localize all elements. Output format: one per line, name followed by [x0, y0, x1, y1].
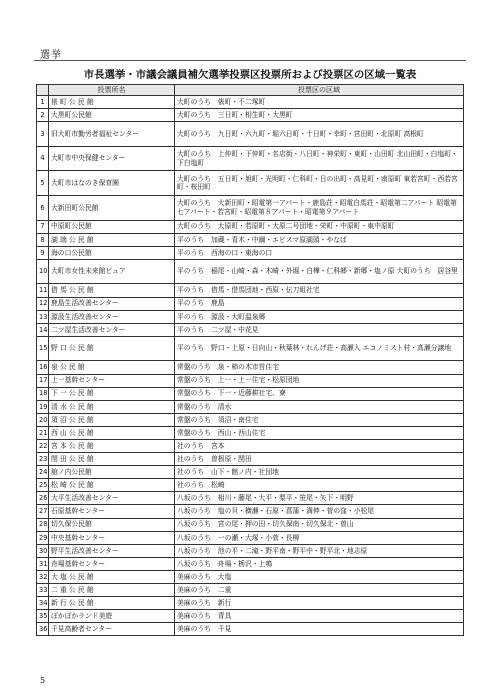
table-row — [37, 361, 464, 374]
station-name: 宮 本 公 民 館 — [49, 439, 175, 452]
station-area: 八坂のうち 相川・藤尾・大平・梨平・笹尾・矢下・明野 — [175, 492, 464, 505]
station-name: 清 水 公 民 館 — [49, 400, 175, 413]
station-area: 八坂のうち 舟場・栃沢・上鳴 — [175, 557, 464, 570]
station-number: 15 — [37, 336, 49, 361]
table-row — [37, 146, 464, 171]
station-name: 大新田町公民館 — [49, 195, 175, 220]
station-number: 20 — [37, 413, 49, 426]
station-area: 常盤のうち 清水 — [175, 400, 464, 413]
table-row — [37, 310, 464, 323]
station-area: 社のうち 宮本 — [175, 439, 464, 452]
station-number: 25 — [37, 479, 49, 492]
station-number: 35 — [37, 610, 49, 623]
table-row — [37, 259, 464, 284]
station-name: 俵 町 公 民 館 — [49, 96, 175, 109]
document-title: 市長選挙・市議会議員補欠選挙投票区投票所および投票区の区域一覧表 — [83, 69, 417, 81]
station-area: 八坂のうち 塩の貝・横瀬・石原・菖蒲・満伸・菅の窪・小松尾 — [175, 505, 464, 518]
station-number: 22 — [37, 439, 49, 452]
station-number: 7 — [37, 220, 49, 233]
station-number: 2 — [37, 109, 49, 122]
section-label: 選挙 — [40, 50, 62, 61]
station-name: 源汲生活改善センター — [49, 310, 175, 323]
station-name: 西 山 公 民 館 — [49, 426, 175, 439]
station-area: 美麻のうち 青具 — [175, 610, 464, 623]
station-number: 21 — [37, 426, 49, 439]
table-row — [37, 439, 464, 452]
station-name: 新 行 公 民 館 — [49, 597, 175, 610]
table-row — [37, 413, 464, 426]
station-area: 社のうち 曽根原・閏田 — [175, 453, 464, 466]
station-number: 28 — [37, 518, 49, 531]
station-name: 閏 田 公 民 館 — [49, 453, 175, 466]
station-name: 旧大町市勤労者福祉センター — [49, 122, 175, 147]
column-header-area: 投票区の区域 — [175, 85, 464, 96]
column-header-station-name: 投票所名 — [49, 85, 175, 96]
table-body — [37, 96, 464, 636]
station-area: 大町のうち 俵町・不二塚町 — [175, 96, 464, 109]
station-name: 大 塩 公 民 館 — [49, 570, 175, 583]
station-area: 大町のうち 五日町・旭町・光明町・仁科町・日の出町・高見町・南原町 東若宮町・西若宮町・桜田町 — [175, 171, 464, 196]
station-area: 常盤のうち 泉・柿の木市営住宅 — [175, 361, 464, 374]
station-name: 舟場基幹センター — [49, 557, 175, 570]
table-row — [37, 492, 464, 505]
station-area: 大町のうち 大新田町・昭電第一アパート・鹿島荘・昭電白馬荘・昭電第二アパート 昭電第七アパート・若宮町・昭電第８アパート・昭電第９アパート — [175, 195, 464, 220]
table-row — [37, 336, 464, 361]
table-row — [37, 597, 464, 610]
station-name: 千見高齢者センター — [49, 623, 175, 636]
station-number: 9 — [37, 246, 49, 259]
table-row — [37, 284, 464, 297]
station-name: 野 口 公 民 館 — [49, 336, 175, 361]
polling-station-table — [36, 84, 464, 636]
table-row — [37, 453, 464, 466]
station-area: 常盤のうち 西山・西山住宅 — [175, 426, 464, 439]
station-area: 美麻のうち 千見 — [175, 623, 464, 636]
station-number: 26 — [37, 492, 49, 505]
station-name: 中央基幹センター — [49, 531, 175, 544]
table-row — [37, 387, 464, 400]
table-row — [37, 479, 464, 492]
table-row — [37, 122, 464, 147]
station-name: 須 沼 公 民 館 — [49, 413, 175, 426]
station-name: 大町市中央保健センター — [49, 146, 175, 171]
station-area: 平のうち 借馬・借馬団地・西原・伝刀組社宅 — [175, 284, 464, 297]
station-area: 常盤のうち 上一・上一住宅・松原団地 — [175, 374, 464, 387]
station-name: 舘ノ内公民館 — [49, 466, 175, 479]
station-name: 二ツ屋生活改善センター — [49, 323, 175, 336]
station-name: 中原町公民館 — [49, 220, 175, 233]
station-area: 八坂のうち 宮の尾・押の田・切久保南・切久保北・曽山 — [175, 518, 464, 531]
station-number: 33 — [37, 584, 49, 597]
table-row — [37, 171, 464, 196]
station-number: 16 — [37, 361, 49, 374]
station-number: 31 — [37, 557, 49, 570]
station-number: 24 — [37, 466, 49, 479]
station-number: 29 — [37, 531, 49, 544]
station-name: 切久保公民館 — [49, 518, 175, 531]
station-area: 八坂のうち 一の瀬・大塚・小菅・長柳 — [175, 531, 464, 544]
station-number: 8 — [37, 233, 49, 246]
station-area: 美麻のうち 大塩 — [175, 570, 464, 583]
station-name: 海の口公民館 — [49, 246, 175, 259]
station-name: 鹿島生活改善センター — [49, 297, 175, 310]
station-area: 常盤のうち 須沼・南住宅 — [175, 413, 464, 426]
station-name: 大平生活改善センター — [49, 492, 175, 505]
station-number: 17 — [37, 374, 49, 387]
header-divider — [34, 60, 466, 61]
station-number: 13 — [37, 310, 49, 323]
column-header-number — [37, 85, 49, 96]
table-row — [37, 518, 464, 531]
station-area: 大町のうち 上仲町・下仲町・名店街・八日町・神栄町・東町・山田町 北山田町・白塩町・下白塩町 — [175, 146, 464, 171]
station-number: 14 — [37, 323, 49, 336]
table-row — [37, 426, 464, 439]
table-row — [37, 623, 464, 636]
station-area: 平のうち 加蔵・青木・中綱・エビスマ原湖頭・やなば — [175, 233, 464, 246]
station-area: 大町のうち 大原町・若原町・大原二号団地・栄町・中原町・東中原町 — [175, 220, 464, 233]
table-row — [37, 297, 464, 310]
station-area: 平のうち 源汲・大町温泉郷 — [175, 310, 464, 323]
station-area: 平のうち 鹿島 — [175, 297, 464, 310]
table-row — [37, 220, 464, 233]
station-name: 大黒町公民館 — [49, 109, 175, 122]
station-area: 美麻のうち 二重 — [175, 584, 464, 597]
station-area: 大町のうち 九日町・六九町・堀六日町・十日町・幸町・宮田町・北原町 高根町 — [175, 122, 464, 147]
table-row — [37, 109, 464, 122]
station-number: 32 — [37, 570, 49, 583]
station-area: 平のうち 二ツ屋・中花見 — [175, 323, 464, 336]
station-name: 泉 公 民 館 — [49, 361, 175, 374]
station-area: 大町のうち 三日町・相生町・大黒町 — [175, 109, 464, 122]
station-number: 1 — [37, 96, 49, 109]
station-number: 11 — [37, 284, 49, 297]
station-name: 借 馬 公 民 館 — [49, 284, 175, 297]
station-name: 湖 端 公 民 館 — [49, 233, 175, 246]
station-number: 30 — [37, 544, 49, 557]
station-number: 12 — [37, 297, 49, 310]
station-name: 野平生活改善センター — [49, 544, 175, 557]
table-row — [37, 96, 464, 109]
station-name: 大町市はなのき保育園 — [49, 171, 175, 196]
station-area: 平のうち 稲尾・山崎・森・木崎・外堀・白樺・仁科郷・新郷・塩ノ原 大町のうち 居谷里 — [175, 259, 464, 284]
station-name: 下 一 公 民 館 — [49, 387, 175, 400]
table-row — [37, 246, 464, 259]
station-number: 23 — [37, 453, 49, 466]
table-row — [37, 557, 464, 570]
station-number: 18 — [37, 387, 49, 400]
station-number: 10 — [37, 259, 49, 284]
station-number: 34 — [37, 597, 49, 610]
table-row — [37, 584, 464, 597]
station-name: 松 崎 公 民 館 — [49, 479, 175, 492]
table-row — [37, 570, 464, 583]
station-name: 二 重 公 民 館 — [49, 584, 175, 597]
page-number: 5 — [40, 676, 46, 685]
station-area: 八坂のうち 池の平・二滝・野平南・野平中・野平北・地志原 — [175, 544, 464, 557]
station-name: ぽかぽかランド美遊 — [49, 610, 175, 623]
station-number: 5 — [37, 171, 49, 196]
table-row — [37, 544, 464, 557]
table-row — [37, 195, 464, 220]
table-row — [37, 400, 464, 413]
table-row — [37, 374, 464, 387]
station-number: 27 — [37, 505, 49, 518]
table-row — [37, 505, 464, 518]
station-name: 上一基幹センター — [49, 374, 175, 387]
station-number: 4 — [37, 146, 49, 171]
station-number: 36 — [37, 623, 49, 636]
station-area: 平のうち 野口・上原・日向山・秋葉林・れんげ荘・高瀬入 エコノミスト村・高瀬分譲地 — [175, 336, 464, 361]
station-area: 社のうち 松崎 — [175, 479, 464, 492]
station-number: 19 — [37, 400, 49, 413]
station-number: 3 — [37, 122, 49, 147]
station-area: 美麻のうち 新行 — [175, 597, 464, 610]
table-row — [37, 531, 464, 544]
station-area: 常盤のうち 下一・近藤耕社宅、寮 — [175, 387, 464, 400]
table-row — [37, 233, 464, 246]
station-name: 石原基幹センター — [49, 505, 175, 518]
table-row — [37, 466, 464, 479]
table-row — [37, 610, 464, 623]
station-area: 平のうち 西海の口・東海の口 — [175, 246, 464, 259]
table-row — [37, 323, 464, 336]
table-header-row — [37, 85, 464, 96]
station-name: 大町市女性未来館ピュア — [49, 259, 175, 284]
station-number: 6 — [37, 195, 49, 220]
station-area: 社のうち 山下・館ノ内・社団地 — [175, 466, 464, 479]
